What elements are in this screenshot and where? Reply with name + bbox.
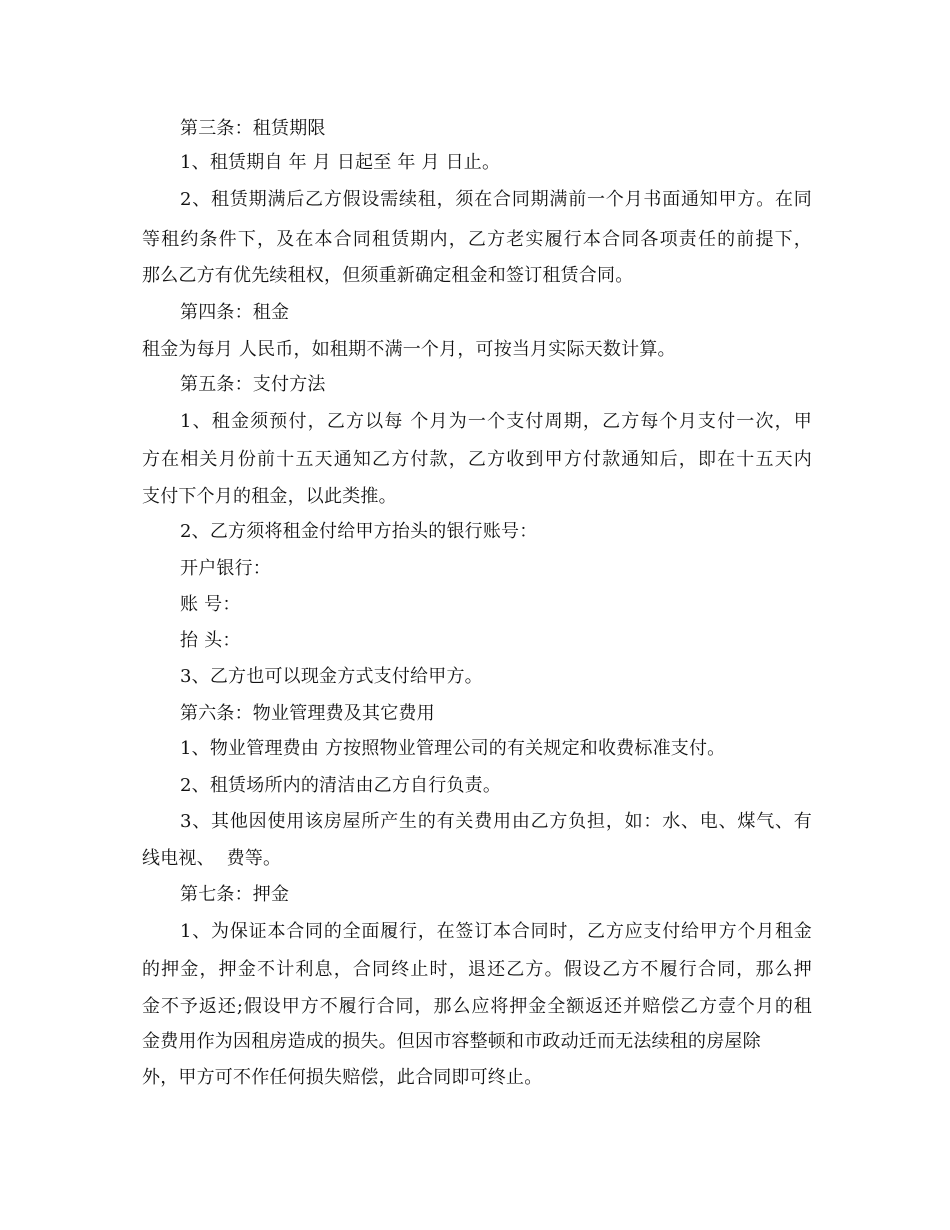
paragraph-line: 3、乙方也可以现金方式支付给甲方。 [180, 666, 483, 687]
paragraph-line: 金费用作为因租房造成的损失。但因市容整顿和市政动迁而无法续租的房屋除 [142, 1031, 761, 1052]
heading-article-7: 第七条：押金 [180, 884, 290, 905]
paragraph-line: 那么乙方有优先续租权，但须重新确定租金和签订租赁合同。 [142, 265, 634, 286]
paragraph-line: 线电视、 费等。 [142, 848, 282, 869]
paragraph-line: 2、乙方须将租金付给甲方抬头的银行账号： [180, 521, 538, 542]
paragraph-line: 等租约条件下，及在本合同租赁期内，乙方老实履行本合同各项责任的前提下， [142, 229, 812, 250]
account-field-label: 账 号： [180, 594, 241, 615]
paragraph-line: 租金为每月 人民币，如租期不满一个月，可按当月实际天数计算。 [142, 339, 676, 360]
paragraph-line: 2、租赁期满后乙方假设需续租，须在合同期满前一个月书面通知甲方。在同 [180, 189, 812, 210]
paragraph-line: 1、租金须预付，乙方以每 个月为一个支付周期，乙方每个月支付一次，甲 [180, 411, 812, 432]
heading-article-3: 第三条：租赁期限 [180, 118, 326, 139]
payee-field-label: 抬 头： [180, 630, 241, 651]
heading-article-5: 第五条：支付方法 [180, 374, 326, 395]
paragraph-line: 外，甲方可不作任何损失赔偿，此合同即可终止。 [142, 1067, 543, 1088]
bank-field-label: 开户银行： [180, 558, 271, 579]
paragraph-line: 2、租赁场所内的清洁由乙方自行负责。 [180, 775, 502, 796]
paragraph-line: 1、租赁期自 年 月 日起至 年 月 日止。 [180, 152, 501, 173]
paragraph-line: 的押金，押金不计利息，合同终止时，退还乙方。假设乙方不履行合同，那么押 [142, 959, 812, 980]
heading-article-4: 第四条：租金 [180, 302, 290, 323]
paragraph-line: 3、其他因使用该房屋所产生的有关费用由乙方负担，如：水、电、煤气、有 [180, 811, 812, 832]
paragraph-line: 金不予返还;假设甲方不履行合同，那么应将押金全额返还并赔偿乙方壹个月的租 [142, 996, 812, 1017]
paragraph-line: 1、物业管理费由 方按照物业管理公司的有关规定和收费标准支付。 [180, 738, 726, 759]
paragraph-line: 1、为保证本合同的全面履行，在签订本合同时，乙方应支付给甲方个月租金 [180, 921, 812, 942]
paragraph-line: 方在相关月份前十五天通知乙方付款，乙方收到甲方付款通知后，即在十五天内 [142, 449, 812, 470]
heading-article-6: 第六条：物业管理费及其它费用 [180, 703, 435, 724]
paragraph-line: 支付下个月的租金，以此类推。 [142, 486, 397, 507]
